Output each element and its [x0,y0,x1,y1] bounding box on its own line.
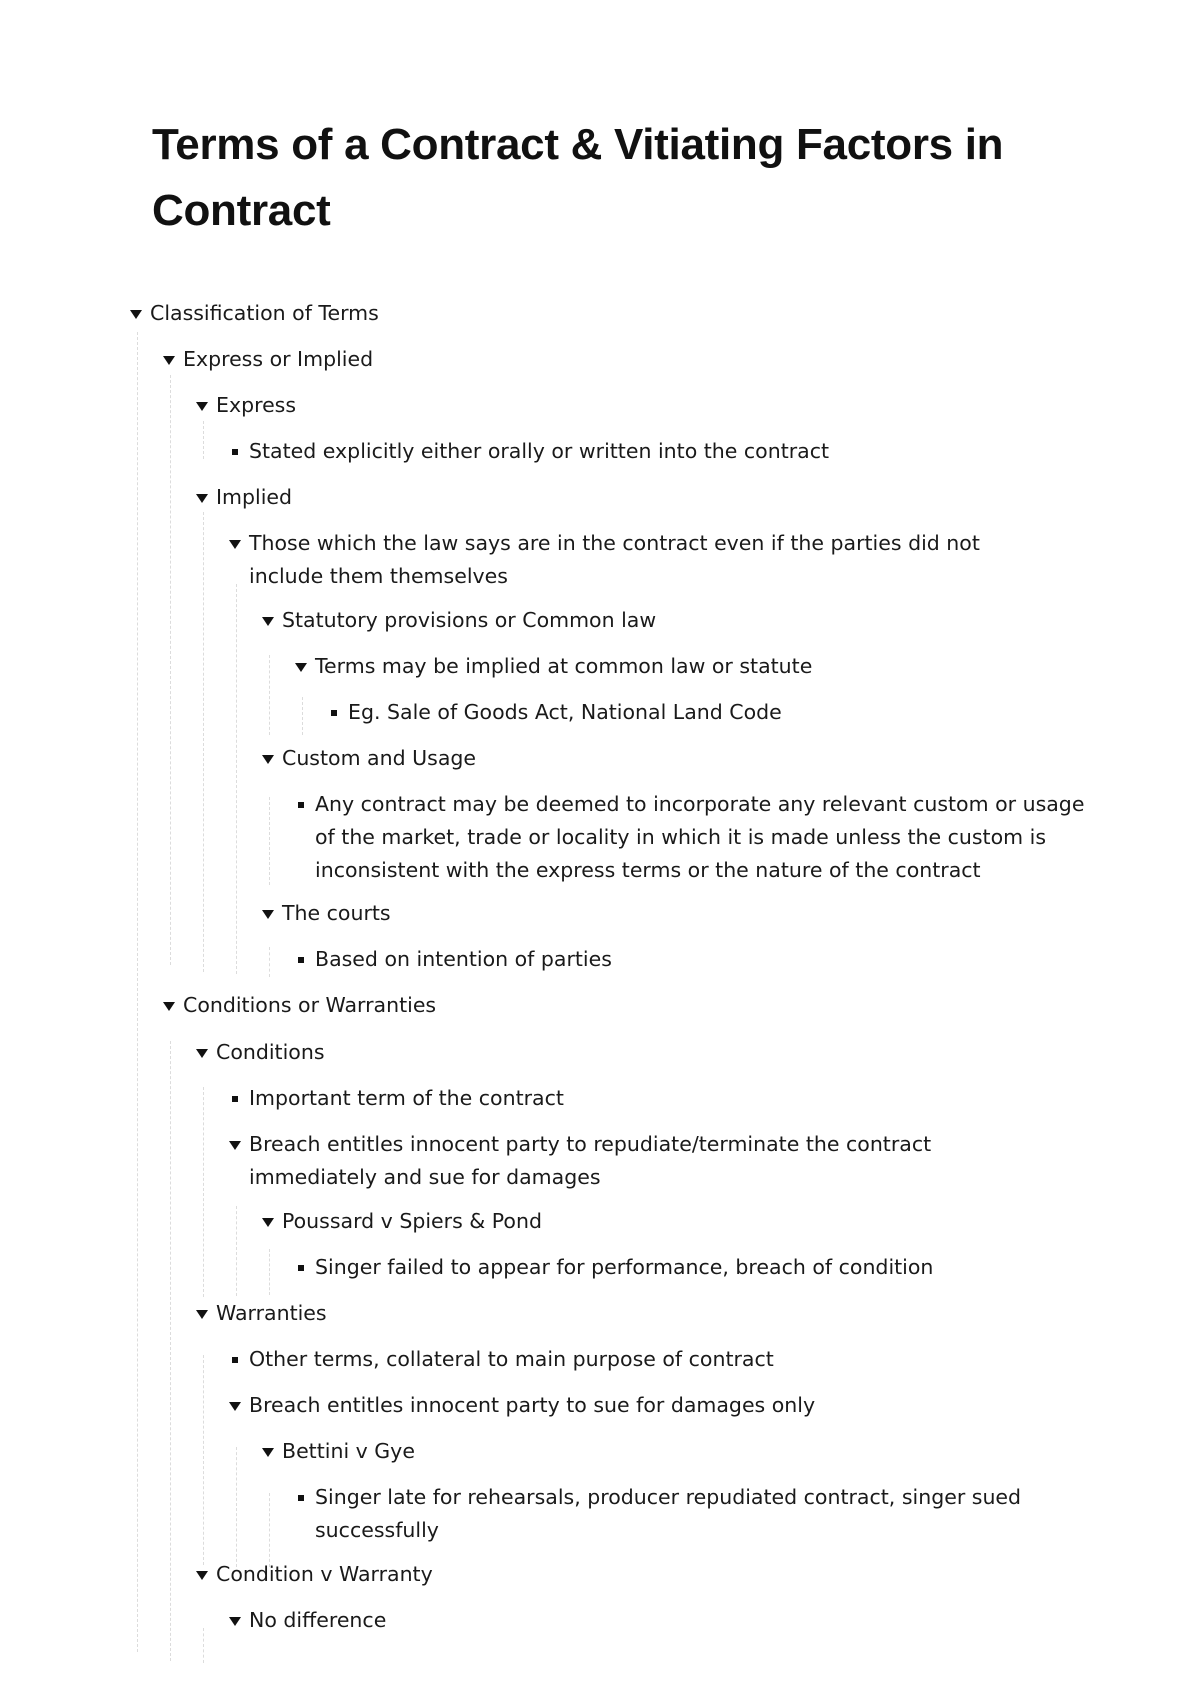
bullet-item: Stated explicitly either orally or written into the contract [227,435,1077,468]
toggle-item[interactable]: Breach entitles innocent party to repudiate/terminate the contract immediately and sue for damages [227,1128,1057,1194]
indent-guide [170,375,171,965]
toggle-item[interactable]: Terms may be implied at common law or statute [293,650,1073,683]
bullet-item: Singer late for rehearsals, producer repudiated contract, singer sued successfully [293,1481,1033,1547]
indent-guide [302,697,303,735]
bullet-item: Singer failed to appear for performance, breach of condition [293,1251,1073,1284]
indent-guide [137,332,138,1652]
toggle-triangle-icon[interactable] [227,1128,247,1161]
bullet-square-icon [293,1481,313,1514]
toggle-triangle-icon[interactable] [161,343,181,376]
bullet-item: Important term of the contract [227,1082,1077,1115]
toggle-item[interactable]: Custom and Usage [260,742,1060,775]
toggle-triangle-icon[interactable] [194,1558,214,1591]
bullet-square-icon [293,943,313,976]
bullet-item: Eg. Sale of Goods Act, National Land Code [326,696,1076,729]
indent-guide [203,512,204,972]
toggle-triangle-icon[interactable] [194,1297,214,1330]
toggle-item[interactable]: The courts [260,897,1060,930]
bullet-square-icon [293,1251,313,1284]
toggle-triangle-icon[interactable] [194,481,214,514]
bullet-square-icon [227,1343,247,1376]
bullet-square-icon [227,1082,247,1115]
bullet-item: Any contract may be deemed to incorporate any relevant custom or usage of the market, trade or locality in which it is made unless the custom is inconsistent with the express terms or the nature of the contract [293,788,1093,887]
toggle-item[interactable]: Breach entitles innocent party to sue for damages only [227,1389,1077,1422]
bullet-square-icon [227,435,247,468]
page-title: Terms of a Contract & Vitiating Factors in Contract [152,120,1004,235]
indent-guide [203,1628,204,1663]
toggle-triangle-icon[interactable] [194,389,214,422]
bullet-square-icon [293,788,313,821]
indent-guide [269,1249,270,1295]
indent-guide [203,1087,204,1297]
toggle-item[interactable]: Conditions or Warranties [161,989,1061,1022]
indent-guide [269,797,270,885]
indent-guide [236,584,237,974]
toggle-item[interactable]: Conditions [194,1036,1044,1069]
indent-guide [269,947,270,977]
toggle-triangle-icon[interactable] [260,1205,280,1238]
toggle-item[interactable]: Poussard v Spiers & Pond [260,1205,1060,1238]
toggle-item[interactable]: Condition v Warranty [194,1558,1044,1591]
indent-guide [236,1447,237,1567]
toggle-item[interactable]: Warranties [194,1297,1044,1330]
bullet-item: Other terms, collateral to main purpose of contract [227,1343,1077,1376]
toggle-triangle-icon[interactable] [161,989,181,1022]
toggle-item[interactable]: No difference [227,1604,1077,1637]
toggle-item[interactable]: Those which the law says are in the contract even if the parties did not include them themselves [227,527,1057,593]
bullet-item: Based on intention of parties [293,943,1073,976]
indent-guide [269,655,270,735]
toggle-triangle-icon[interactable] [194,1036,214,1069]
toggle-item[interactable]: Express or Implied [161,343,1061,376]
toggle-triangle-icon[interactable] [227,1389,247,1422]
toggle-triangle-icon[interactable] [260,1435,280,1468]
toggle-triangle-icon[interactable] [260,742,280,775]
toggle-item[interactable]: Statutory provisions or Common law [260,604,1060,637]
toggle-item[interactable]: Classification of Terms [128,297,1028,330]
toggle-triangle-icon[interactable] [260,604,280,637]
toggle-triangle-icon[interactable] [293,650,313,683]
indent-guide [203,421,204,459]
toggle-item[interactable]: Bettini v Gye [260,1435,1060,1468]
toggle-item[interactable]: Implied [194,481,1044,514]
toggle-triangle-icon[interactable] [227,527,247,560]
toggle-item[interactable]: Express [194,389,1044,422]
bullet-square-icon [326,696,346,729]
toggle-triangle-icon[interactable] [260,897,280,930]
toggle-triangle-icon[interactable] [128,297,148,330]
indent-guide [269,1493,270,1567]
indent-guide [203,1355,204,1565]
toggle-triangle-icon[interactable] [227,1604,247,1637]
indent-guide [236,1206,237,1296]
indent-guide [170,1041,171,1661]
